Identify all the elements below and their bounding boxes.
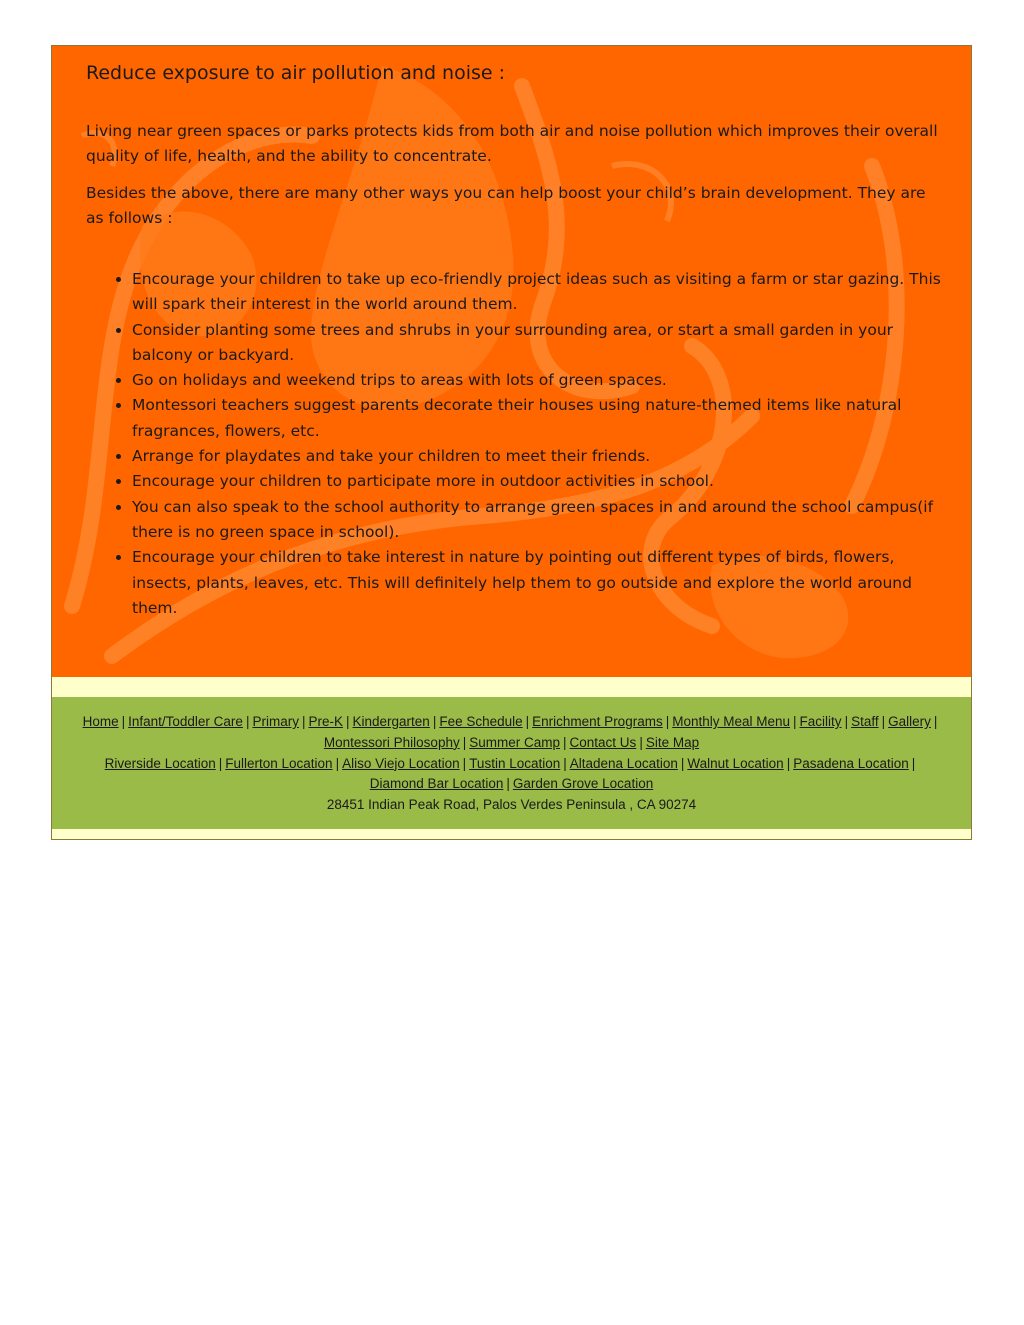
footer-link-diamond-bar[interactable]: Diamond Bar Location <box>369 776 504 792</box>
list-item: • Consider planting some trees and shrubs in your surrounding area, or start a small garden in your balcony or backyard. <box>132 318 943 369</box>
footer-link-site-map[interactable]: Site Map <box>645 734 700 750</box>
footer-link-staff[interactable]: Staff <box>851 714 879 729</box>
footer-link-home[interactable]: Home <box>82 714 119 729</box>
separator: | <box>911 755 916 771</box>
page-frame <box>51 45 972 840</box>
footer-link-fee-schedule[interactable]: Fee Schedule <box>439 714 523 729</box>
separator: | <box>563 734 567 750</box>
footer-link-riverside[interactable]: Riverside Location <box>104 755 216 771</box>
footer-link-summer-camp[interactable]: Summer Camp <box>469 734 561 750</box>
content-panel <box>52 46 971 677</box>
separator: | <box>301 714 306 729</box>
separator: | <box>245 714 250 729</box>
separator: | <box>881 714 886 729</box>
footer-link-pasadena[interactable]: Pasadena Location <box>793 755 909 771</box>
footer-link-kindergarten[interactable]: Kindergarten <box>352 714 430 729</box>
footer-link-garden-grove[interactable]: Garden Grove Location <box>512 776 654 792</box>
footer-link-facility[interactable]: Facility <box>799 714 842 729</box>
footer-line-info <box>52 733 971 754</box>
list-item: • Encourage your children to take up eco-friendly project ideas such as visiting a farm or star gazing. This will spark their interest in the world around them. <box>132 267 943 318</box>
separator: | <box>563 755 567 771</box>
separator: | <box>793 714 797 729</box>
separator: | <box>218 755 223 771</box>
separator: | <box>786 755 791 771</box>
footer-line-locations-2 <box>52 774 971 795</box>
separator: | <box>525 714 530 729</box>
footer-link-gallery[interactable]: Gallery <box>888 714 931 729</box>
separator: | <box>462 734 467 750</box>
list-item: • Encourage your children to take interest in nature by pointing out different types of birds, flowers, insects, plants, leaves, etc. This will definitely help them to go outside and explore the world around them. <box>132 545 943 621</box>
footer-link-enrichment[interactable]: Enrichment Programs <box>532 714 663 729</box>
separator: | <box>665 714 670 729</box>
separator: | <box>432 714 437 729</box>
footer-link-altadena[interactable]: Altadena Location <box>569 755 678 771</box>
footer-link-meal-menu[interactable]: Monthly Meal Menu <box>672 714 791 729</box>
separator: | <box>933 714 938 729</box>
separator: | <box>121 714 126 729</box>
separator: | <box>335 755 340 771</box>
separator: | <box>345 714 350 729</box>
footer-link-tustin[interactable]: Tustin Location <box>469 755 561 771</box>
footer-address: 28451 Indian Peak Road, Palos Verdes Peninsula , CA 90274 <box>326 797 697 813</box>
footer-link-fullerton[interactable]: Fullerton Location <box>225 755 333 771</box>
paragraph-other-ways: Besides the above, there are many other ways you can help boost your child’s brain development. They are as follows : <box>86 184 926 227</box>
list-item: • Arrange for playdates and take your children to meet their friends. <box>132 444 943 469</box>
footer-line-locations <box>52 754 971 775</box>
footer-line-programs <box>52 712 971 733</box>
footer-link-contact[interactable]: Contact Us <box>569 734 637 750</box>
separator: | <box>680 755 685 771</box>
list-item: • Go on holidays and weekend trips to areas with lots of green spaces. <box>132 368 943 393</box>
footer-link-aliso-viejo[interactable]: Aliso Viejo Location <box>342 755 460 771</box>
paragraph-green-spaces: Living near green spaces or parks protects kids from both air and noise pollution which improves their overall quality of life, health, and the ability to concentrate. <box>86 122 938 165</box>
footer-link-walnut[interactable]: Walnut Location <box>687 755 784 771</box>
footer-link-infant-toddler[interactable]: Infant/Toddler Care <box>128 714 243 729</box>
separator: | <box>639 734 643 750</box>
separator: | <box>506 776 510 792</box>
section-heading: Reduce exposure to air pollution and noise : <box>86 62 506 84</box>
tips-list <box>86 267 943 621</box>
list-item: • Montessori teachers suggest parents decorate their houses using nature-themed items like natural fragrances, flowers, etc. <box>132 393 943 444</box>
separator: | <box>844 714 849 729</box>
footer-link-primary[interactable]: Primary <box>252 714 299 729</box>
footer-link-philosophy[interactable]: Montessori Philosophy <box>323 734 460 750</box>
article-body <box>52 46 971 621</box>
list-item: • You can also speak to the school authority to arrange green spaces in and around the school campus(if there is no green space in school). <box>132 495 943 546</box>
list-item: • Encourage your children to participate more in outdoor activities in school. <box>132 469 943 494</box>
footer-link-pre-k[interactable]: Pre-K <box>308 714 343 729</box>
separator: | <box>462 755 467 771</box>
footer-nav <box>52 697 971 829</box>
